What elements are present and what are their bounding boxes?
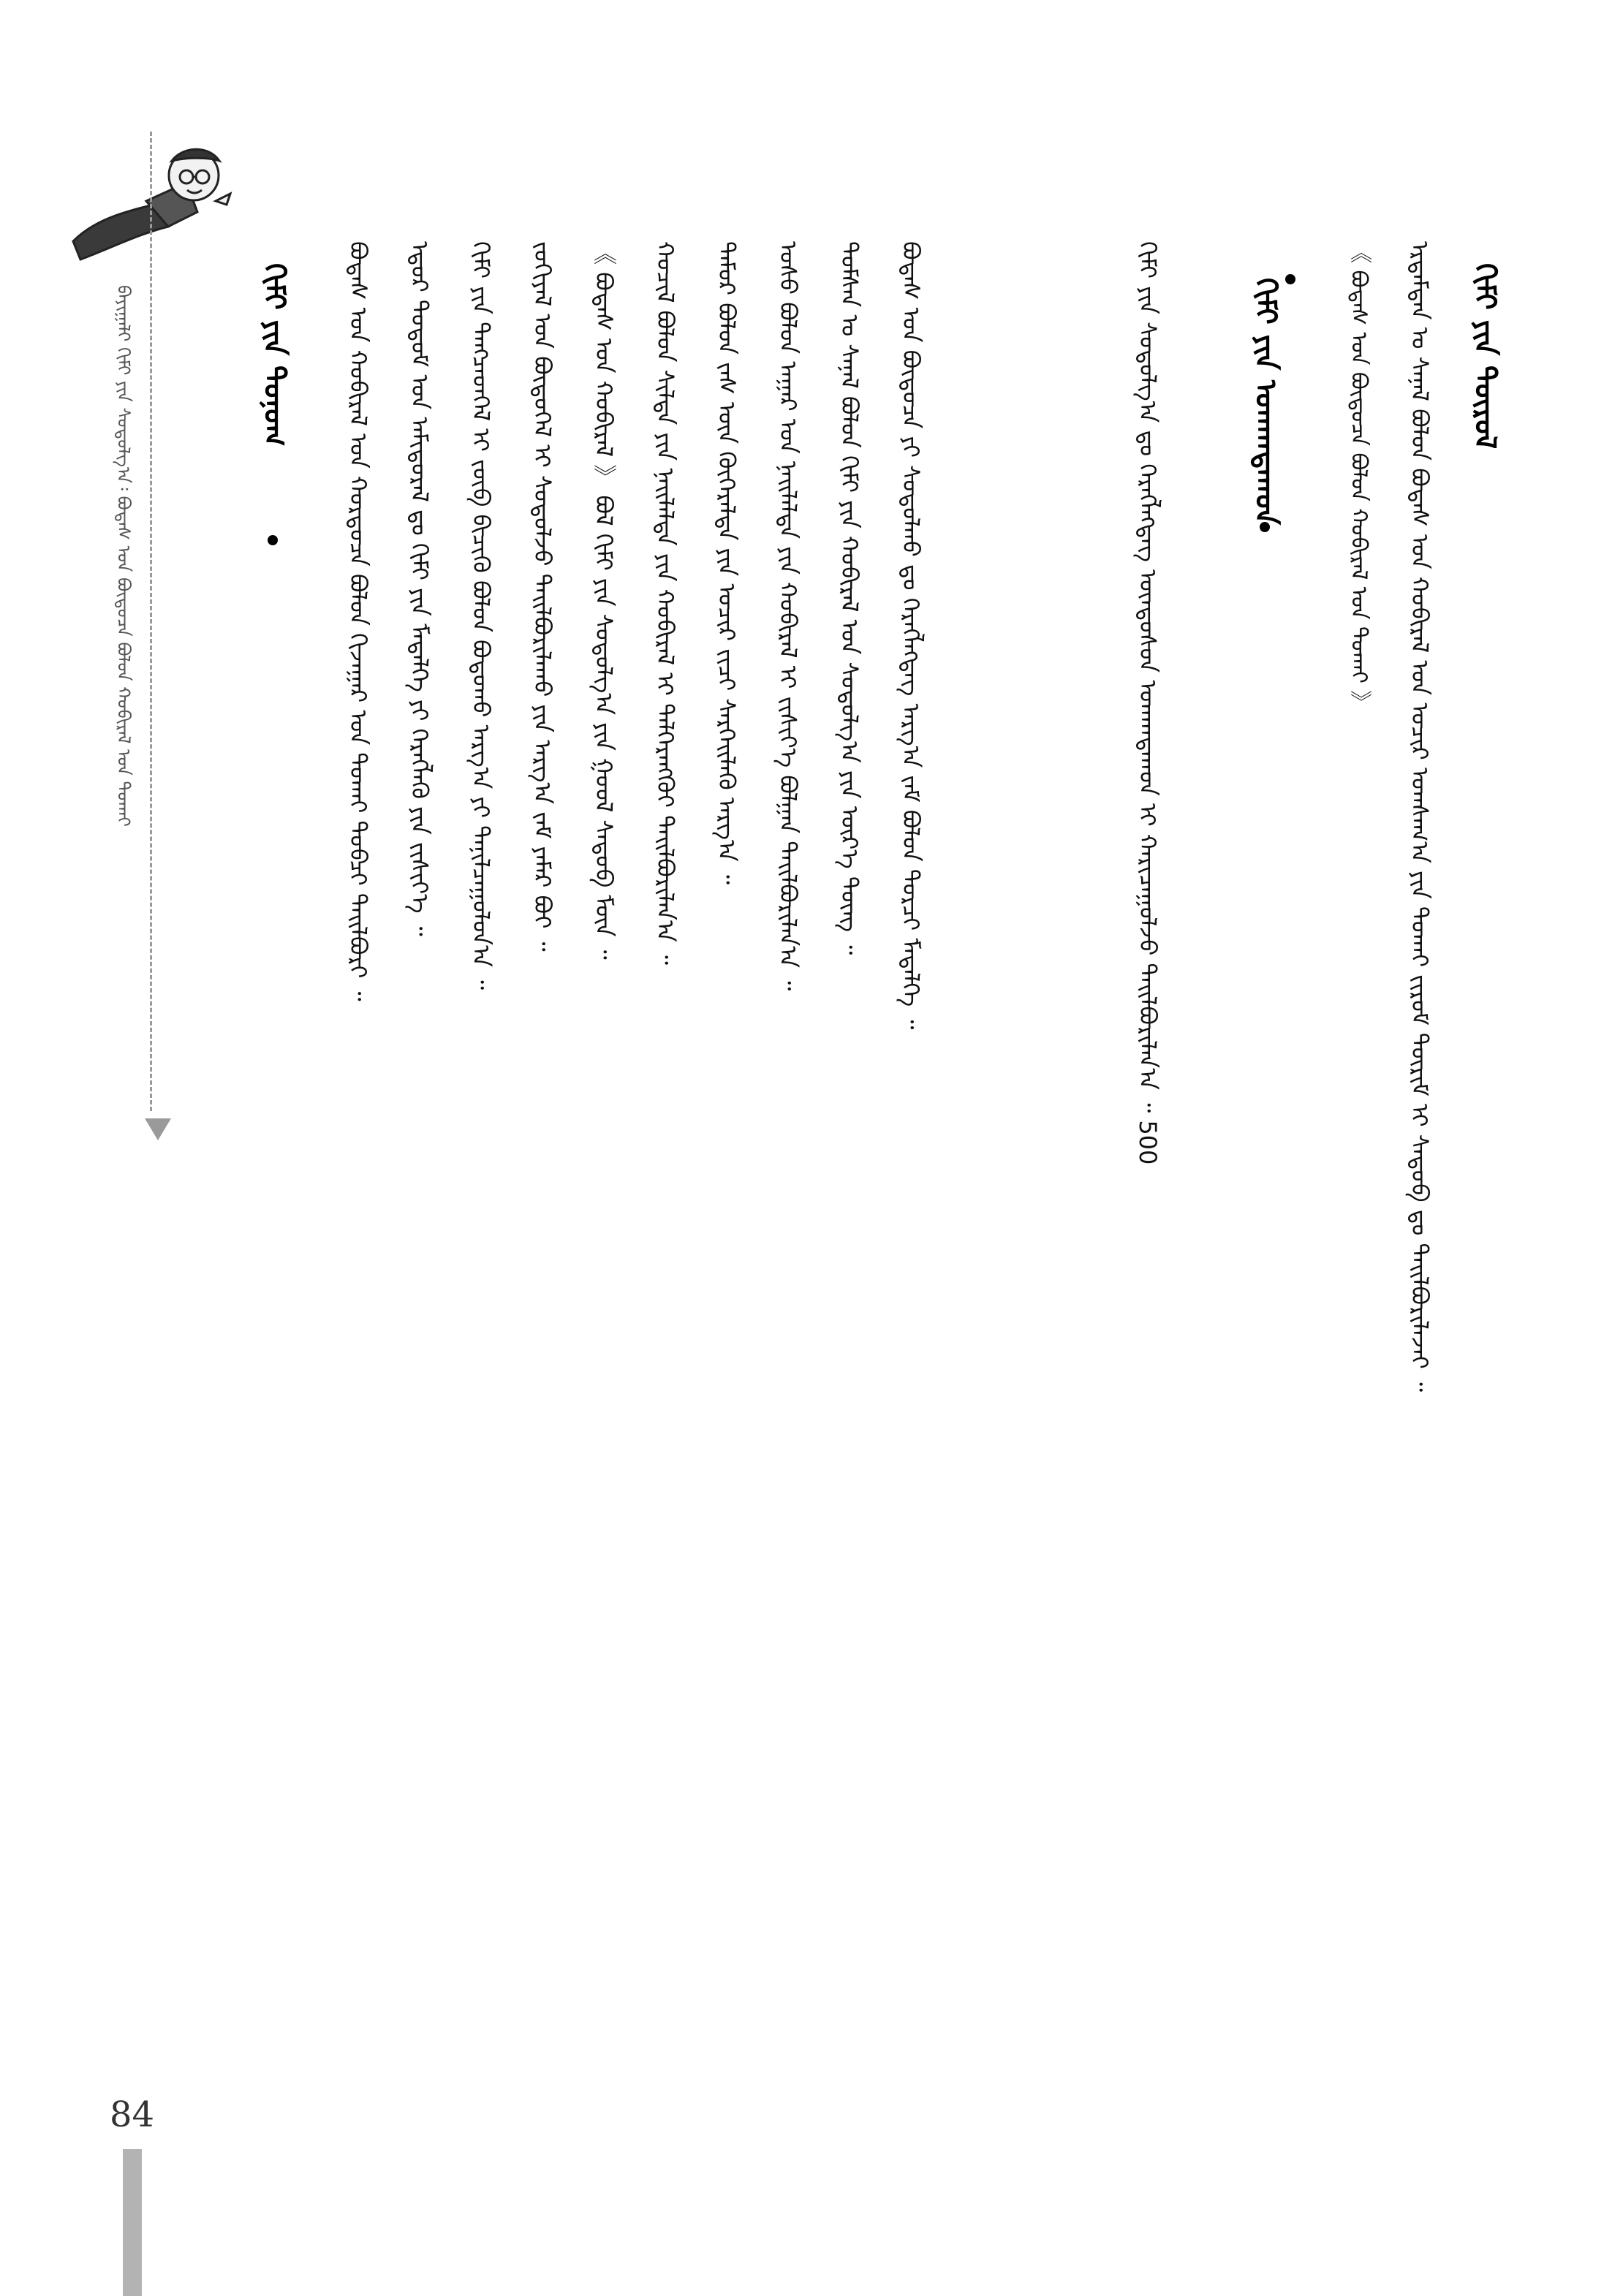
page-number: 84 (110, 2094, 155, 2135)
body-line: ᠡᠷᠳᠡᠮᠲᠡᠨ ᠤ ᠰᠠᠨᠠᠯ ᠪᠣᠯᠤᠨ ᠪᠣᠳᠠᠰ ᠤᠨ ᠬᠤᠪᠢᠷᠠᠯ ᠤᠨ ᠤᠴᠢᠷ ᠤᠭᠰᠠᠭ᠎ᠠ ᠶᠢᠨ ᠲᠤᠬᠠᠢ ᠵᠢᠷᠤᠮ ᠳᠦᠷᠢᠮ ᠢ ᠰᠡᠳᠦᠪ ᠳᠤ ᠲᠠᠢᠯᠪᠤᠷᠢᠯᠠᠵᠠᠢ ᠃ (1406, 241, 1434, 1393)
body-line: ᠤᠰᠤ ᠪᠣᠯᠤᠨ ᠠᠭᠠᠷ ᠤᠨ ᠨᠡᠢᠯᠡᠯᠳᠡ ᠶᠢᠨ ᠬᠤᠪᠢᠷᠠᠯ ᠢ ᠵᠢᠱᠢᠶ᠎ᠡ ᠪᠣᠯᠭᠠᠨ ᠲᠠᠢᠯᠪᠤᠷᠢᠯᠠᠨ᠎ᠠ ᠃ (774, 241, 802, 991)
quoted-title-line: 《 ᠪᠣᠳᠠᠰ ᠤᠨ ᠪᠦᠲᠦᠴᠡ ᠪᠤᠯᠤᠨ ᠬᠤᠪᠢᠷᠠᠯ ᠤᠨ ᠲᠤᠬᠠᠢ 》 (1346, 241, 1372, 713)
mascot-flying-kid-icon (58, 132, 234, 278)
section-heading: ᠬᠢᠮᠢ ᠶᠢᠨ ᠲᠣᠨᠤᠭ (257, 263, 291, 447)
body-line: ᠪᠣᠳᠠᠰ ᠤᠨ ᠬᠤᠪᠢᠷᠠᠯ ᠤᠨ ᠬᠤᠷᠳᠤᠴᠠ ᠪᠣᠯᠤᠨ ᠬᠢᠵᠠᠭᠠᠷ ᠤᠨ ᠲᠤᠬᠠᠢ ᠲᠣᠪᠴᠢ ᠲᠠᠢᠯᠪᠤᠷᠢ ᠃ (344, 241, 372, 1001)
section-bullet (1285, 274, 1295, 284)
body-line: 《 ᠪᠣᠳᠠᠰ ᠤᠨ ᠬᠤᠪᠢᠷᠠᠯ 》 ᠪᠣᠯ ᠬᠢᠮᠢ ᠶᠢᠨ ᠰᠤᠳᠤᠯᠭ᠎ᠠ ᠶᠢᠨ ᠭᠣᠣᠯ ᠰᠡᠳᠦᠪ ᠮᠥᠨ ᠃ (590, 241, 618, 960)
body-line: ᠡᠳᠦᠷ ᠲᠤᠲᠤᠮ ᠤᠨ ᠠᠮᠢᠳᠤᠷᠠᠯ ᠳᠤ ᠬᠢᠮᠢ ᠶᠢᠨ ᠮᠡᠳᠡᠯᠭᠡ ᠶᠢ ᠬᠡᠷᠡᠭᠯᠡᠬᠦ ᠶᠢᠨ ᠵᠢᠱᠢᠶ᠎ᠡ ᠃ (406, 241, 434, 936)
body-line: ᠬᠢᠮᠢ ᠶᠢᠨ ᠲᠡᠩᠴᠡᠳᠬᠡᠯ ᠢ ᠵᠥᠪ ᠪᠢᠴᠢᠬᠦ ᠪᠣᠯᠤᠨ ᠪᠣᠳᠤᠬᠤ ᠠᠷᠭ᠎ᠠ ᠶᠢ ᠲᠠᠨᠢᠯᠴᠠᠭᠤᠯᠤᠨ᠎ᠠ ᠃ (467, 241, 495, 990)
page-edge-strip (123, 2149, 142, 2296)
body-line: ᠪᠣᠳᠠᠰ ᠤᠨ ᠪᠦᠲᠦᠴᠡ ᠶᠢ ᠰᠤᠳᠤᠯᠬᠤ ᠳᠤ ᠬᠡᠷᠡᠭᠯᠡᠭᠳᠡᠭ ᠠᠷᠭ᠎ᠠ ᠵᠠᠮ ᠪᠣᠯᠤᠨ ᠲᠣᠷᠴᠢ ᠮᠡᠳᠡᠯᠭᠡ ᠃ (897, 241, 925, 1030)
body-line: ᠲᠣᠮᠰᠠᠨ ᠤ ᠰᠠᠨᠠᠯ ᠪᠣᠯᠤᠨ ᠬᠢᠮᠢ ᠶᠢᠨ ᠬᠤᠪᠢᠷᠠᠯ ᠤᠨ ᠰᠤᠳᠤᠯᠭ᠎ᠠ ᠶᠢᠨ ᠦᠷ᠎ᠡ ᠳᠦᠩ ᠃ (836, 241, 863, 955)
section-bullet (268, 535, 278, 545)
body-line: ᠲᠡᠮᠦᠷ ᠪᠣᠯᠤᠨ ᠵᠡᠰ ᠦᠨ ᠬᠦᠬᠡᠷᠡᠯᠲᠡ ᠶᠢᠨ ᠤᠴᠢᠷ ᠵᠢᠴᠢ ᠰᠡᠷᠭᠡᠢᠯᠡᠬᠦ ᠠᠷᠭ᠎ᠠ ᠃ (713, 241, 741, 884)
section-heading: ᠬᠢᠮᠢ ᠶᠢᠨ ᠤᠬᠠᠭᠳᠠᠬᠤᠨ (1249, 278, 1282, 526)
body-line: ᠬᠤᠴᠢᠯ ᠪᠣᠯᠤᠨ ᠰᠢᠯᠲᠡ ᠶᠢᠨ ᠨᠡᠢᠯᠡᠯᠳᠡ ᠶᠢᠨ ᠬᠤᠪᠢᠷᠠᠯ ᠢ ᠳᠡᠯᠭᠡᠷᠡᠩᠭᠦᠢ ᠲᠠᠢᠯᠪᠤᠷᠢᠯᠠᠨ᠎ᠠ ᠃ (651, 241, 679, 965)
running-head-rule (150, 132, 152, 1111)
section-heading: ᠬᠢᠮᠢ ᠶᠢᠨ ᠲᠥᠷᠦᠯ (1468, 263, 1502, 450)
body-line: ᠵᠣᠬᠢᠶᠠᠯ ᠤᠨ ᠪᠦᠲᠦᠭᠡᠯ ᠢ ᠰᠤᠳᠤᠯᠵᠤ ᠲᠠᠢᠯᠪᠤᠷᠢᠯᠠᠬᠤ ᠶᠢᠨ ᠠᠷᠭ᠎ᠠ ᠵᠠᠮ ᠶᠠᠮᠠᠷ ᠪᠤᠢ ᠃ (529, 241, 556, 952)
triangle-arrow-icon (145, 1118, 171, 1140)
running-head: ᠪᠠᠶᠢᠭᠠᠯᠢ ᠬᠢᠮᠢ ᠶᠢᠨ ᠰᠤᠳᠤᠯᠭ᠎ᠠ᠄ ᠪᠣᠳᠠᠰ ᠤᠨ ᠪᠦᠲᠦᠴᠡ ᠪᠣᠯᠤᠨ ᠬᠤᠪᠢᠷᠠᠯ ᠤᠨ ᠲᠤᠬᠠᠢ (113, 285, 134, 827)
body-line: ᠬᠢᠮᠢ ᠶᠢᠨ ᠰᠤᠳᠤᠯᠭ᠎ᠠ ᠳᠤ ᠬᠡᠷᠡᠭᠯᠡᠭᠳᠡᠭ ᠦᠨᠳᠦᠰᠦᠨ ᠤᠬᠠᠭᠳᠠᠬᠤᠨ ᠢ ᠬᠠᠷᠢᠴᠠᠭᠤᠯᠵᠤ ᠲᠠᠢᠯᠪᠤᠷᠢᠯᠠᠨ᠎ᠠ ᠃ 500 (1134, 241, 1162, 1165)
